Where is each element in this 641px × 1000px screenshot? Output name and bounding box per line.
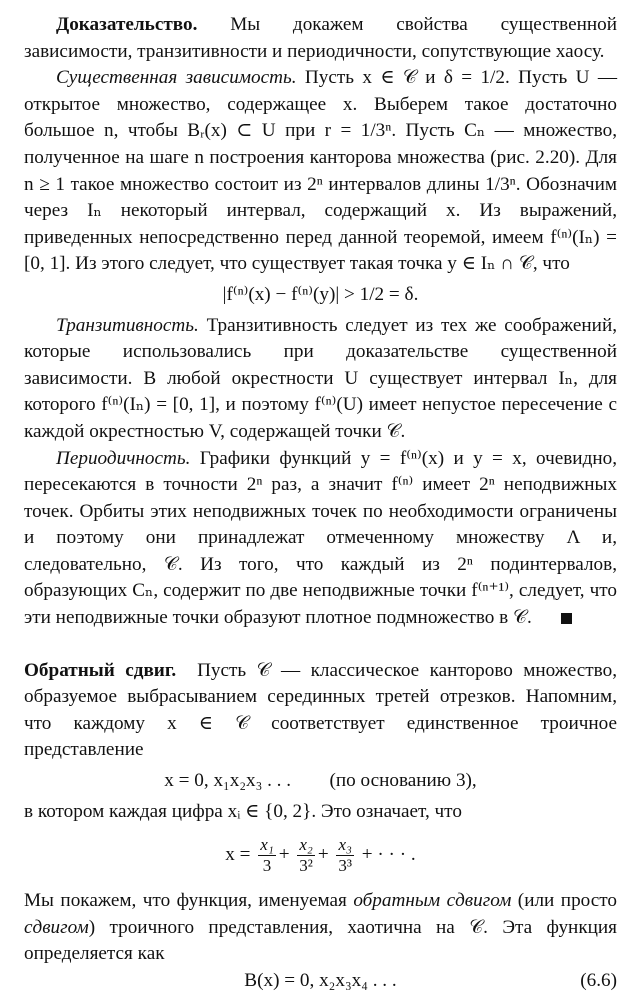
series-lhs: x = (225, 844, 251, 866)
shift-term-1: обратным сдвигом (353, 890, 512, 912)
dependence-paragraph (24, 65, 617, 278)
shift-intro-text: Пусть 𝒞 — классическое канторово множество, образуемое выбрасыванием серединных третей отрезков. Напомним, что каждому x ∈ 𝒞 соответствует единственное троичное представление (24, 659, 618, 761)
ternary-formula: x = 0, x₁x₂x₃ . . . (164, 770, 292, 792)
dependence-title: Существенная зависимость. (56, 67, 297, 89)
periodicity-title: Периодичность. (56, 447, 191, 469)
series-term-3: $\frac{\text{x₃}}{\text{3³}}$ (338, 835, 352, 876)
definition-formula-row (24, 968, 617, 995)
shift-text-1: Мы покажем, что функция, именуемая (24, 890, 354, 912)
series-term-1: $\frac{\text{x₁}}{3}$ (260, 835, 274, 876)
series-formula: x = $\frac{\text{x₁}}{3}$ + $\frac{\text{x₂}}{\text{3²}}$ + $\frac{\text{x₃}}{\text{3³}}$ + · · · . (225, 835, 416, 876)
dependence-formula: |f⁽ⁿ⁾(x) − f⁽ⁿ⁾(y)| > 1/2 = δ. (222, 283, 419, 305)
shift-text-2: (или просто (511, 890, 617, 912)
equation-number: (6.6) (580, 970, 617, 991)
transitivity-paragraph (24, 313, 617, 446)
ternary-formula-row (24, 768, 617, 795)
transitivity-text: Транзитивность следует из тех же соображений, которые использовались при доказательстве существенной зависимости. В любой окрестности U существует интервал Iₙ, для которого f⁽ⁿ⁾(Iₙ) = [0, 1], и поэтому f⁽ⁿ⁾(U) имеет непустое пересечение с каждой окрестностью V, содержащей точки 𝒞. (24, 314, 618, 442)
series-term-2: $\frac{\text{x₂}}{\text{3²}}$ (299, 835, 313, 876)
proof-intro (24, 12, 617, 65)
transitivity-title: Транзитивность. (56, 314, 199, 336)
shift-term-2: сдвигом (24, 916, 89, 938)
page (24, 12, 617, 995)
proof-intro-text: Мы докажем свойства существенной зависимости, транзитивности и периодичности, сопутствующие хаосу. (24, 14, 617, 62)
ternary-note: (по основанию 3), (329, 770, 477, 792)
shift-text-3: ) троичного представления, хаотична на 𝒞. Эта функция определяется как (24, 916, 617, 965)
shift-heading: Обратный сдвиг. (24, 659, 177, 681)
dependence-text: Пусть x ∈ 𝒞 и δ = 1/2. Пусть U — открытое множество, содержащее x. Выберем такое достаточно большое n, чтобы Bᵣ(x) ⊂ U при r = 1/3ⁿ. Пусть Cₙ — множество, полученное на шаге n построения канторова множества (рис. 2.20). Для n ≥ 1 такое множество состоит из 2ⁿ интервалов длины 1/3ⁿ. Обозначим через Iₙ некоторый интервал, содержащий x. Из выражений, приведенных непосредственно перед данной теоремой, имеем f⁽ⁿ⁾(Iₙ) = [0, 1]. Из этого следует, что существует такая точка y ∈ Iₙ ∩ 𝒞, что (24, 67, 618, 275)
shift-paragraph (24, 658, 617, 764)
proof-heading: Доказательство. (56, 14, 198, 35)
periodicity-paragraph (24, 446, 617, 632)
series-tail: + · · · . (361, 844, 416, 866)
definition-formula: B(x) = 0, x₂x₃x₄ . . . (244, 970, 397, 991)
qed-square-icon (561, 613, 572, 624)
periodicity-text: Графики функций y = f⁽ⁿ⁾(x) и y = x, очевидно, пересекаются в точности 2ⁿ раз, а значит f⁽ⁿ⁾ имеет 2ⁿ неподвижных точек. Орбиты этих неподвижных точек по необходимости ограничены и поэтому они принадлежат отмеченному множеству Λ и, следовательно, 𝒞. Из того, что каждый из 2ⁿ подинтервалов, образующих Cₙ, содержит по две неподвижные точки f⁽ⁿ⁺¹⁾, следует, что эти неподвижные точки образуют плотное подмножество в 𝒞. (24, 447, 618, 629)
digit-paragraph: в котором каждая цифра xᵢ ∈ {0, 2}. Это означает, что (24, 800, 462, 822)
shift-definition-paragraph (24, 888, 617, 968)
